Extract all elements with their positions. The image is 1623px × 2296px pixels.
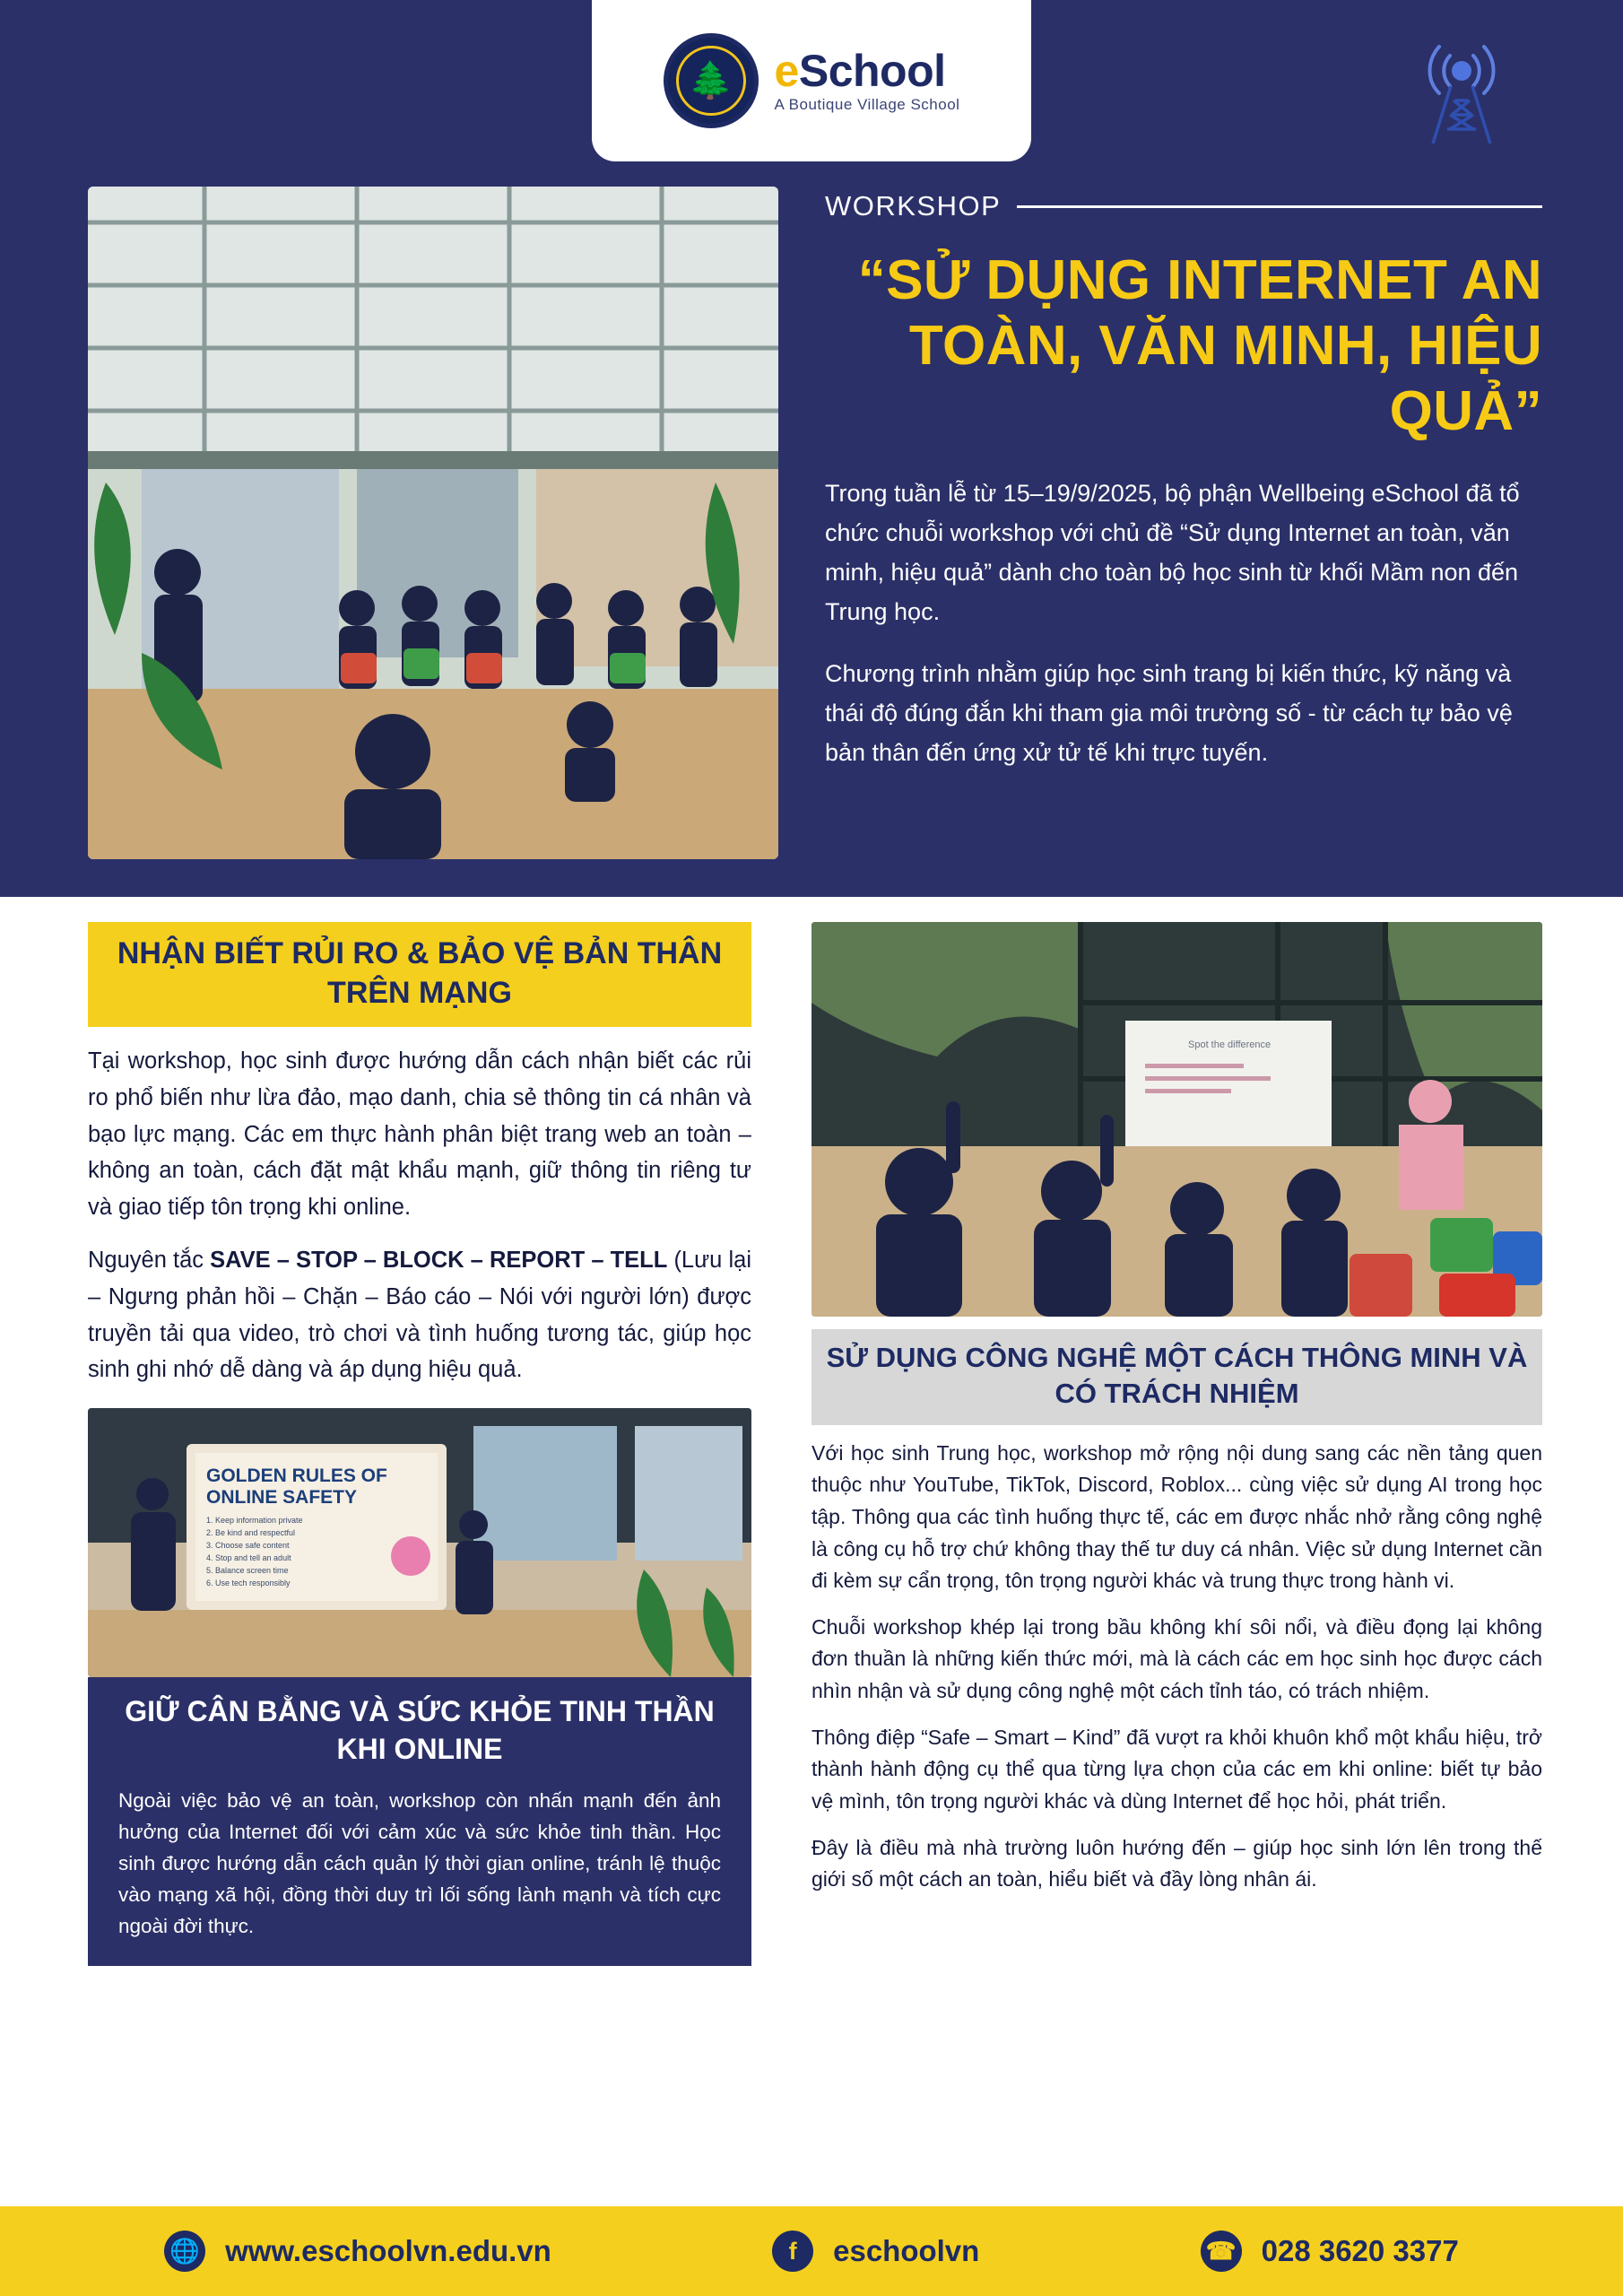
footer-website[interactable]: [164, 2231, 551, 2272]
facebook-icon: f: [772, 2231, 813, 2272]
risk-p2-principles: SAVE – STOP – BLOCK – REPORT – TELL: [210, 1248, 668, 1274]
balance-heading: GIỮ CÂN BẰNG VÀ SỨC KHỎE TINH THẦN KHI ONLINE: [88, 1677, 751, 1777]
risk-p2-rest: (Lưu lại – Ngưng phản hồi – Chặn – Báo cáo – Nói với người lớn) được truyền tải qua video, trò chơi và tình huống tương tác, giúp học sinh ghi nhớ dễ dàng và áp dụng hiệu quả.: [88, 1248, 751, 1383]
brand-tagline: A Boutique Village School: [774, 96, 960, 114]
footer-facebook-label: eschoolvn: [833, 2234, 980, 2267]
content-section: [0, 897, 1623, 2206]
hero-section: [0, 179, 1623, 888]
risk-p2-lead: Nguyên tắc: [88, 1248, 211, 1274]
smart-heading: SỬ DỤNG CÔNG NGHỆ MỘT CÁCH THÔNG MINH VÀ CÓ TRÁCH NHIỆM: [812, 1329, 1542, 1425]
svg-text:1. Keep information private: 1. Keep information private: [206, 1516, 303, 1526]
hero-title: “SỬ DỤNG INTERNET AN TOÀN, VĂN MINH, HIỆU QUẢ”: [857, 249, 1542, 443]
brand-name-e: e: [774, 45, 799, 96]
svg-text:6. Use tech responsibly: 6. Use tech responsibly: [206, 1578, 291, 1588]
smart-paragraph-1: Với học sinh Trung học, workshop mở rộng nội dung sang các nền tảng quen thuộc như YouTube, TikTok, Discord, Roblox... cùng việc sử dụng AI trong học tập. Thông qua các tình huống thực tế, các em được nhắc nhở rằng công nghệ là công cụ hỗ trợ chứ không thay thế tư duy cá nhân. Việc sử dụng Internet cần đi kèm sự cẩn trọng, tôn trọng người khác và trung thực trong hành vi.: [812, 1440, 1542, 1593]
balance-block: [88, 1677, 751, 1966]
kicker-rule: [1017, 205, 1542, 208]
risk-paragraph-2: [88, 1242, 751, 1388]
hero-paragraph-2: Chương trình nhằm giúp học sinh trang bị kiến thức, kỹ năng và thái độ đúng đắn khi tham gia môi trường số - từ cách tự bảo vệ bản thân đến ứng xử tử tế khi trực tuyến.: [825, 660, 1513, 766]
footer-phone[interactable]: [1201, 2231, 1459, 2272]
left-column: [88, 922, 751, 1966]
footer-phone-label: 028 3620 3377: [1261, 2234, 1459, 2267]
brand-wordmark: [774, 45, 960, 115]
svg-text:Spot the difference: Spot the difference: [1188, 1039, 1271, 1050]
svg-text:GOLDEN RULES OF: GOLDEN RULES OF: [206, 1465, 387, 1487]
brand-name: [774, 45, 960, 96]
brand-name-rest: School: [798, 45, 946, 96]
hero-text-block: [825, 190, 1542, 773]
risk-paragraph-1: Tại workshop, học sinh được hướng dẫn cách nhận biết các rủi ro phổ biến như lừa đảo, mạo danh, chia sẻ thông tin cá nhân và bạo lực mạng. Các em thực hành phân biệt trang web an toàn – không an toàn, cách đặt mật khẩu mạnh, giữ thông tin riêng tư và giao tiếp tôn trọng khi online.: [88, 1048, 751, 1221]
broadcast-tower-icon: [1394, 34, 1529, 146]
smart-paragraph-2: Chuỗi workshop khép lại trong bầu không khí sôi nổi, và điều đọng lại không đơn thuần là những kiến thức mới, mà là cách các em học sinh học được cách nhìn nhận và sử dụng công nghệ một cách tỉnh táo, có trách nhiệm.: [812, 1614, 1542, 1703]
brand-logo-card: [592, 0, 1031, 161]
smart-paragraph-3: Thông điệp “Safe – Smart – Kind” đã vượt ra khỏi khuôn khổ một khẩu hiệu, trở thành hành động cụ thể qua từng lựa chọn của các em khi online: biết tự bảo vệ mình, tôn trọng người khác và dùng Internet để học hỏi, phát triển.: [812, 1725, 1542, 1813]
hero-paragraph-1: Trong tuần lễ từ 15–19/9/2025, bộ phận Wellbeing eSchool đã tổ chức chuỗi workshop với chủ đề “Sử dụng Internet an toàn, văn minh, hiệu quả” dành cho toàn bộ học sinh từ khối Mầm non đến Trung học.: [825, 480, 1520, 625]
svg-text:4. Stop and tell an adult: 4. Stop and tell an adult: [206, 1553, 291, 1563]
footer-website-label: www.eschoolvn.edu.vn: [225, 2234, 551, 2267]
workshop-kicker-row: [825, 190, 1542, 222]
svg-text:ONLINE SAFETY: ONLINE SAFETY: [206, 1487, 358, 1509]
svg-text:5. Balance screen time: 5. Balance screen time: [206, 1566, 289, 1576]
classroom-workshop-photo: [88, 187, 778, 859]
phone-icon: ☎: [1201, 2231, 1242, 2272]
svg-text:3. Choose safe content: 3. Choose safe content: [206, 1541, 290, 1551]
workshop-kicker: WORKSHOP: [825, 190, 1002, 222]
golden-rules-presentation-photo: [88, 1408, 751, 1677]
tree-seal-icon: 🌲: [664, 33, 759, 128]
students-raising-hands-photo: [812, 922, 1542, 1317]
svg-text:2. Be kind and respectful: 2. Be kind and respectful: [206, 1528, 296, 1538]
footer-bar: [0, 2206, 1623, 2296]
right-column: [812, 922, 1542, 1896]
risk-heading: NHẬN BIẾT RỦI RO & BẢO VỆ BẢN THÂN TRÊN MẠNG: [88, 922, 751, 1027]
footer-facebook[interactable]: [772, 2231, 979, 2272]
balance-paragraph: Ngoài việc bảo vệ an toàn, workshop còn nhấn mạnh đến ảnh hưởng của Internet đối với cảm xúc và sức khỏe tinh thần. Học sinh được hướng dẫn cách quản lý thời gian online, tránh lệ thuộc vào mạng xã hội, đồng thời duy trì lối sống lành mạnh và tích cực ngoài đời thực.: [118, 1789, 721, 1937]
smart-paragraph-4: Đây là điều mà nhà trường luôn hướng đến – giúp học sinh lớn lên trong thế giới số một cách an toàn, hiểu biết và đầy lòng nhân ái.: [812, 1835, 1542, 1892]
globe-icon: 🌐: [164, 2231, 205, 2272]
